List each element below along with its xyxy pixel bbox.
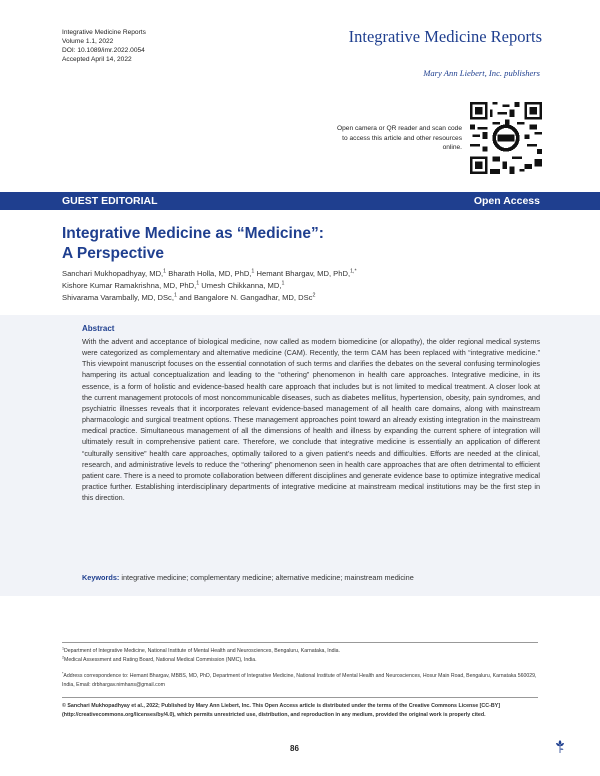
publisher-flower-icon — [552, 738, 568, 754]
abstract-body: With the advent and acceptance of biological medicine, now called as modern biomedicine (or allopathy), the older regional medical systems were categorized as complementary and alternative medicine (CAM). Recently, the term CAM has been replaced with “integrative medicine.” This viewpoint manuscript focuses on the essential connotation of such terms and clarifies the debates on the several confusing terminologies hampering its actual conceptualization and leading to the “othering” phenomenon in health care approaches. Integrative medicine, in its essence, is a form of holistic and evidence-based health care approach that includes but is not limited to medical treatment. A closer look at the current management protocols of most noncommunicable diseases, such as diabetes mellitus, hypertension, obesity, pain syndromes, and psychiatric illnesses reveals that it incorporates relevant evidence-based management of all health care domains, along with mainstream pharmacologic and surgical treatment options. These management approaches point toward an already existing integration in the mainstream medical practice. Simultaneous management of all the dimensions of health and illness by expanding the current sphere of integration will ultimately result in comprehensive patient care. Therefore, we conclude that integrative medicine is essentially an application of different “culturally sensitive” health care approaches, optimally tailored to a given patient’s needs and difficulties. Efforts are needed at the clinical, research, and administrative levels to reduce the “othering” phenomenon seen in health care approaches that are often detrimental to efficient patient care. There is a need to promote collaboration between different disciplines and generate evidence base to optimize integrative medical practice further. Establishing interdisciplinary departments of integrative medicine at mainstream medical institutions may be the first step in this direction. — [82, 337, 540, 503]
author-name: Sanchari Mukhopadhyay, MD, — [62, 269, 164, 278]
meta-accepted: Accepted April 14, 2022 — [62, 56, 132, 63]
meta-journal: Integrative Medicine Reports — [62, 29, 146, 36]
keywords-label: Keywords: — [82, 573, 120, 582]
footnote-divider — [62, 642, 538, 643]
author-name: Shivarama Varambally, MD, DSc, — [62, 293, 174, 302]
qr-instructions: Open camera or QR reader and scan code to access this article and other resources online. — [337, 125, 462, 151]
author-name: Umesh Chikkanna, MD, — [201, 281, 282, 290]
affiliation-1: Department of Integrative Medicine, National Institute of Mental Health and Neurosciences, Bengaluru, Karnataka, India. — [64, 648, 340, 654]
correspondence-text[interactable]: Address correspondence to: Hemant Bhargav, MBBS, MD, PhD, Department of Integrative Medicine, National Institute of Mental Health and Neurosciences, Hosur Main Road, Bengaluru, Karnataka 560029, India, Email: drbhargav.nimhans@gmail.com — [62, 673, 537, 688]
correspondence: *Address correspondence to: Hemant Bhargav, MBBS, MD, PhD, Department of Integrative Medicine, National Institute of Mental Health and Neurosciences, Hosur Main Road, Bengaluru, Karnataka 560029, India, Email: drbhargav.nimhans@gmail.com — [62, 671, 537, 688]
meta-doi[interactable]: DOI: 10.1089/imr.2022.0054 — [62, 47, 145, 54]
author-name: Bharath Holla, MD, PhD, — [168, 269, 252, 278]
author-name: and Bangalore N. Gangadhar, MD, DSc — [179, 293, 313, 302]
publisher-logo: Mary Ann Liebert, Inc. publishers — [423, 68, 540, 78]
title-line-2: A Perspective — [62, 245, 164, 262]
section-label: GUEST EDITORIAL — [62, 195, 158, 207]
page-number: 86 — [290, 744, 299, 753]
abstract-heading: Abstract — [82, 324, 115, 333]
journal-logo-title: Integrative Medicine Reports — [348, 27, 542, 46]
open-access-label: Open Access — [473, 195, 540, 207]
qr-code-icon[interactable] — [470, 102, 542, 174]
title-line-1: Integrative Medicine as “Medicine”: — [62, 225, 324, 242]
license-statement[interactable]: © Sanchari Mukhopadhyay et al., 2022; Published by Mary Ann Liebert, Inc. This Open Access article is distributed under the terms of the Creative Commons License [CC-BY] (http://creativecommons.org/licenses/by/4.0), which permits unrestricted use, distribution, and reproduction in any medium, provided the original work is properly cited. — [62, 703, 500, 718]
keywords — [82, 573, 540, 582]
article-metadata — [62, 28, 146, 64]
author-name: Kishore Kumar Ramakrishna, MD, PhD, — [62, 281, 197, 290]
keywords-list: integrative medicine; complementary medicine; alternative medicine; mainstream medicine — [121, 573, 414, 582]
license-divider — [62, 697, 538, 698]
author-name: Hemant Bhargav, MD, PhD, — [256, 269, 351, 278]
affiliation-2: Medical Assessment and Rating Board, National Medical Commission (NMC), India. — [64, 656, 257, 663]
affiliations: $^1$Department of Integrative Medicine, National Institute of Mental Health and Neurosciences, Bengaluru, Karnataka, India. $^2$Medical Assessment and Rating Board, National Medical Commission (NMC), India. — [62, 646, 340, 663]
article-title — [62, 224, 532, 264]
meta-volume: Volume 1.1, 2022 — [62, 38, 114, 45]
author-list: Sanchari Mukhopadhyay, MD,$^1$ Bharath Holla, MD, PhD,$^1$ Hemant Bhargav, MD, PhD,$^{1,*}$ Kishore Kumar Ramakrishna, MD, PhD,$^1$ Umesh Chikkanna, MD,$^1$ Shivarama Varambally, MD, DSc,$^1$ and Bangalore N. Gangadhar, MD, DSc$^2$ — [62, 268, 357, 302]
